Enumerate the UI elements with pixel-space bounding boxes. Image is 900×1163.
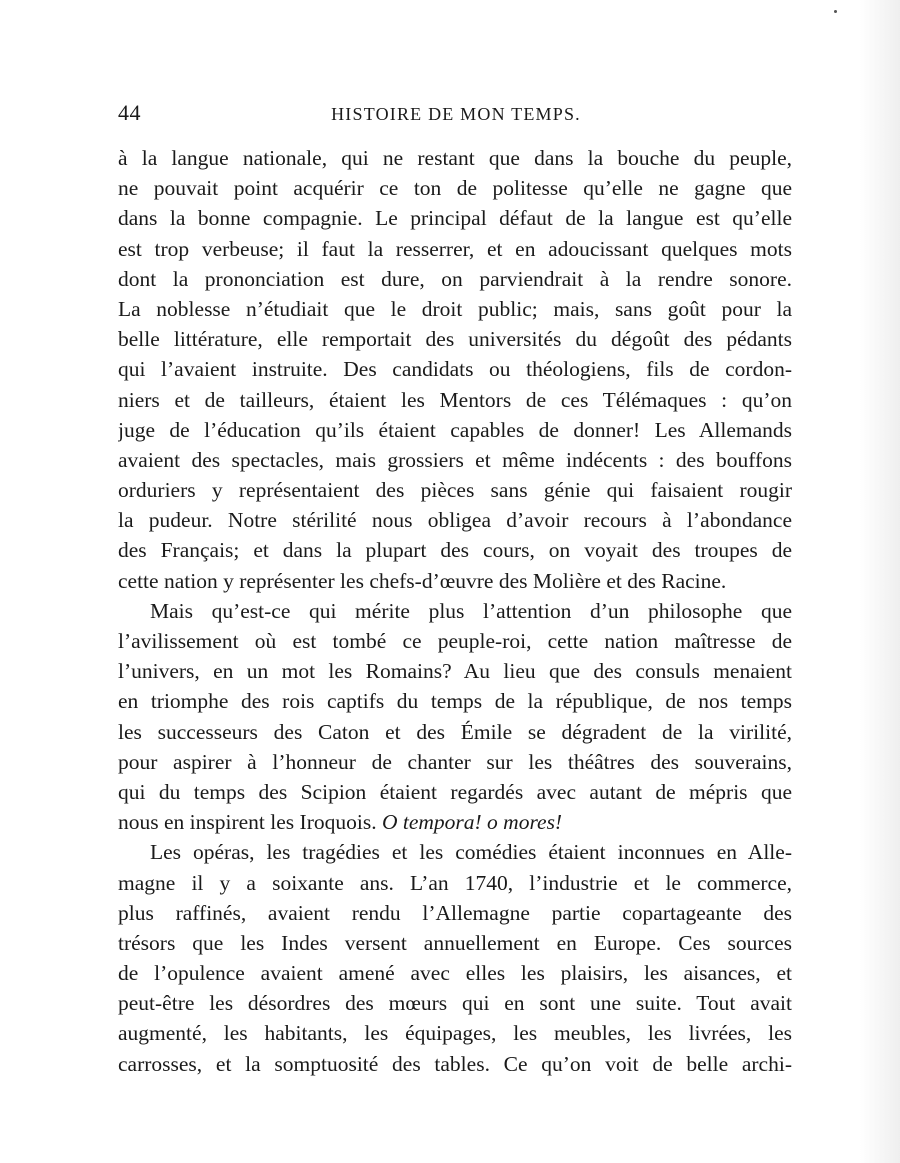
text-line: des Français; et dans la plupart des cours, on voyait des troupes de	[118, 538, 792, 563]
page-edge-shadow	[860, 0, 900, 1163]
text-line: niers et de tailleurs, étaient les Mentors de ces Télémaques : qu’on	[118, 387, 792, 412]
text-line: les successeurs des Caton et des Émile se dégradent de la virilité,	[118, 719, 792, 744]
text-line: l’avilissement où est tombé ce peuple-roi, cette nation maîtresse de	[118, 629, 792, 653]
text-line: qui du temps des Scipion étaient regardés avec autant de mépris que	[118, 779, 792, 804]
text-line: carrosses, et la somptuosité des tables. Ce qu’on voit de belle archi-	[118, 1051, 792, 1076]
text-line: dans la bonne compagnie. Le principal défaut de la langue est qu’elle	[118, 206, 792, 231]
text-line: Les opéras, les tragédies et les comédies étaient inconnues en Alle-	[150, 840, 792, 865]
text-line: pour aspirer à l’honneur de chanter sur les théâtres des souverains,	[118, 749, 792, 774]
text-line: la pudeur. Notre stérilité nous obligea d’avoir recours à l’abondance	[118, 508, 792, 533]
text-line: de l’opulence avaient amené avec elles les plaisirs, les aisances, et	[118, 961, 792, 986]
text-line: La noblesse n’étudiait que le droit public; mais, sans goût pour la	[118, 296, 792, 321]
text-line: trésors que les Indes versent annuellement en Europe. Ces sources	[118, 930, 792, 955]
text-line: à la langue nationale, qui ne restant que dans la bouche du peuple,	[118, 146, 792, 170]
text-line: avaient des spectacles, mais grossiers et même indécents : des bouffons	[118, 447, 792, 472]
text-line: juge de l’éducation qu’ils étaient capables de donner! Les Allemands	[118, 417, 792, 442]
latin-quote: O tempora! o mores!	[381, 810, 563, 835]
text-line: orduriers y représentaient des pièces sans génie qui faisaient rougir	[118, 478, 792, 503]
text-line: cette nation y représenter les chefs-d’œuvre des Molière et des Racine.	[118, 568, 727, 593]
text-line-with-quote	[118, 807, 792, 837]
paper-speck	[834, 10, 837, 13]
text-line: augmenté, les habitants, les équipages, les meubles, les livrées, les	[118, 1021, 792, 1046]
text-line: Mais qu’est-ce qui mérite plus l’attention d’un philosophe que	[150, 598, 792, 623]
text-line: dont la prononciation est dure, on parviendrait à la rendre sonore.	[118, 266, 792, 291]
page-header	[118, 100, 794, 134]
text-line: peut-être les désordres des mœurs qui en sont une suite. Tout avait	[118, 991, 792, 1016]
running-head: HISTOIRE DE MON TEMPS.	[331, 104, 581, 124]
text-line: l’univers, en un mot les Romains? Au lieu que des consuls menaient	[118, 659, 792, 684]
text-line: ne pouvait point acquérir ce ton de politesse qu’elle ne gagne que	[118, 176, 792, 201]
text-line: est trop verbeuse; il faut la resserrer, et en adoucissant quelques mots	[118, 236, 792, 261]
text-line: belle littérature, elle remportait des universités du dégoût des pédants	[118, 327, 792, 352]
body-text	[118, 143, 792, 1079]
text-line: en triomphe des rois captifs du temps de la république, de nos temps	[118, 689, 792, 714]
page-number: 44	[118, 100, 141, 125]
text-line: plus raffinés, avaient rendu l’Allemagne partie copartageante des	[118, 900, 792, 925]
text-line-roman: nous en inspirent les Iroquois.	[118, 810, 377, 835]
text-line: magne il y a soixante ans. L’an 1740, l’industrie et le commerce,	[118, 870, 792, 895]
text-line: qui l’avaient instruite. Des candidats ou théologiens, fils de cordon-	[118, 357, 792, 382]
